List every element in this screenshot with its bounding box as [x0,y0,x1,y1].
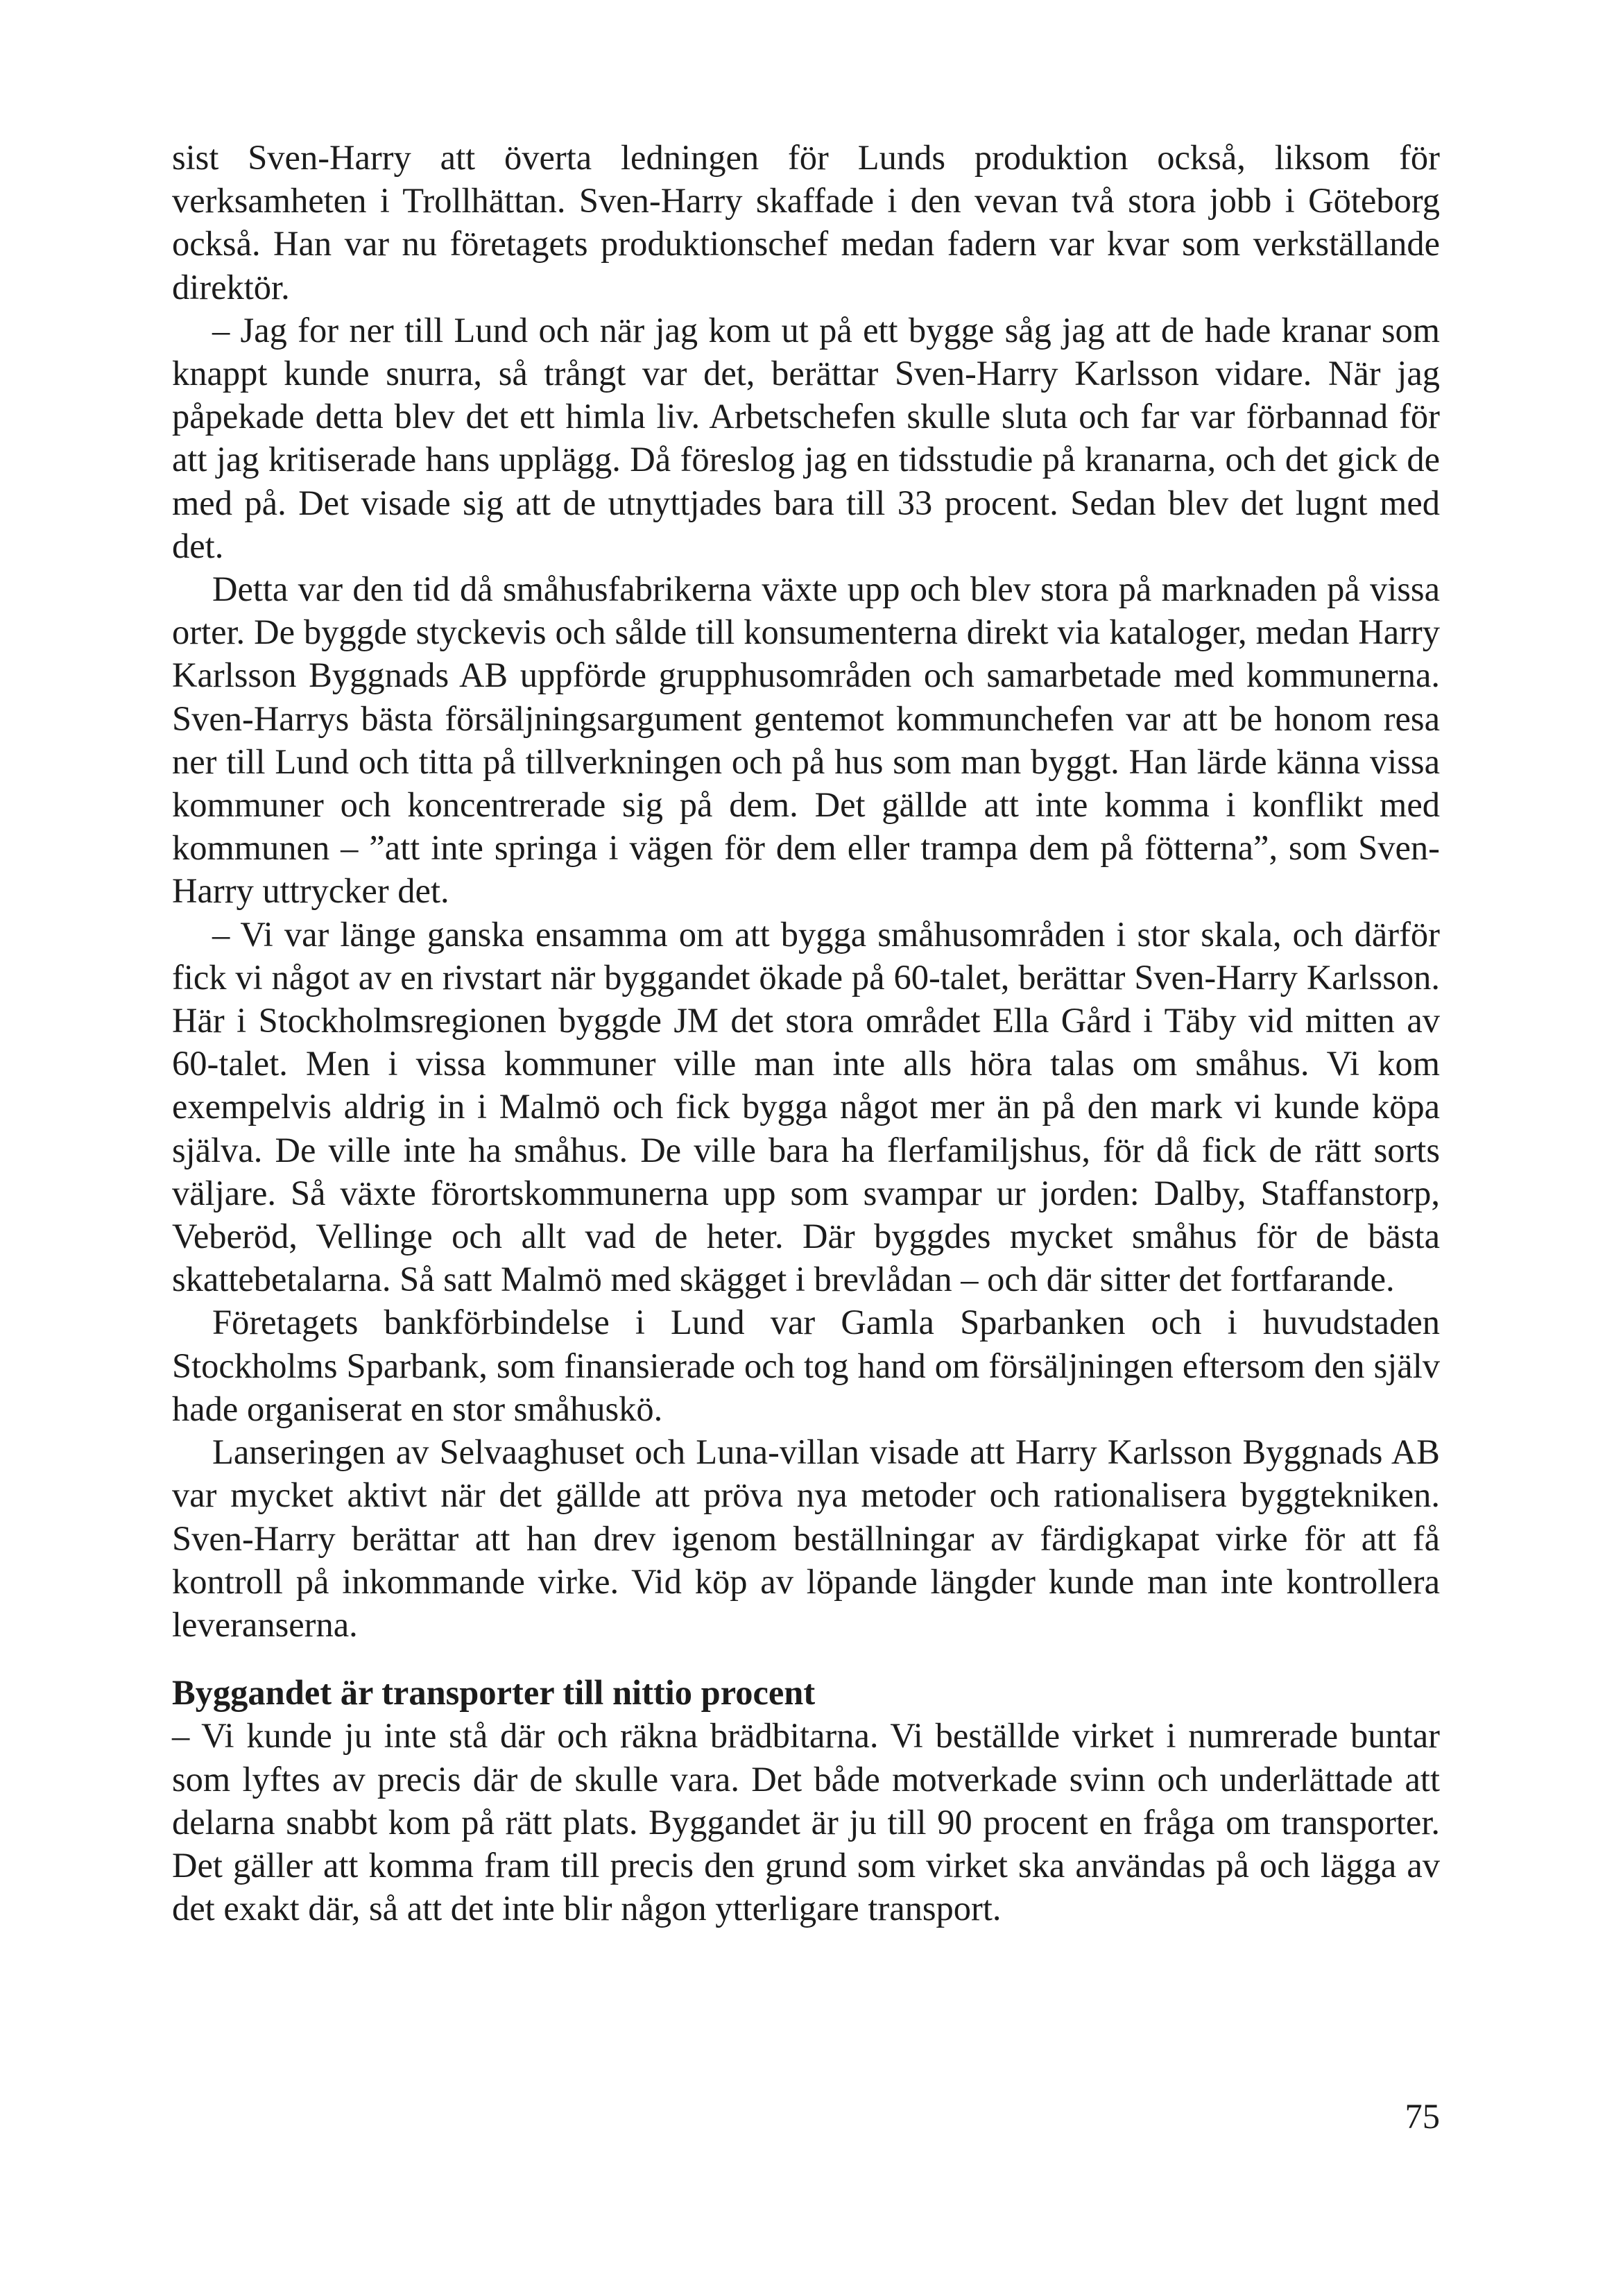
body-text [172,136,1440,1930]
paragraph-1: sist Sven-Harry att överta ledningen för Lunds produktion också, liksom för verksamheten i Trollhättan. Sven-Harry skaffade i den vevan två stora jobb i Göteborg också. Han var nu företagets produktionschef medan fadern var kvar som verkställande direktör. [172,138,1440,307]
paragraph-5: Företagets bankförbindelse i Lund var Gamla Sparbanken och i huvudstaden Stockholms Sparbank, som finansierade och tog hand om försäljningen eftersom den själv hade organiserat en stor småhuskö. [172,1303,1440,1428]
section-heading: Byggandet är transporter till nittio procent [172,1673,816,1713]
paragraph-6: Lanseringen av Selvaaghuset och Luna-villan visade att Harry Karlsson Byggnads AB var mycket aktivt när det gällde att pröva nya metoder och rationalisera byggtekniken. Sven-Harry berättar att han drev igenom beställningar av färdigkapat virke för att få kontroll på inkommande virke. Vid köp av löpande längder kunde man inte kontrollera leveranserna. [172,1432,1440,1644]
page-number: 75 [1405,2097,1440,2136]
paragraph-3: Detta var den tid då småhusfabrikerna växte upp och blev stora på marknaden på vissa orter. De byggde styckevis och sålde till konsumenterna direkt via kataloger, medan Harry Karlsson Byggnads AB uppförde grupphusområden och samarbetade med kommunerna. Sven-Harrys bästa försäljningsargument gentemot kommunchefen var att be honom resa ner till Lund och titta på tillverkningen och på hus som man byggt. Han lärde känna vissa kommuner och koncentrerade sig på dem. Det gällde att inte komma i konflikt med kommunen – ”att inte springa i vägen för dem eller trampa dem på fötterna”, som Sven-Harry uttrycker det. [172,569,1440,911]
section-paragraph: – Vi kunde ju inte stå där och räkna brädbitarna. Vi beställde virket i numrerade buntar som lyftes av precis där de skulle vara. Det både motverkade svinn och underlättade att delarna snabbt kom på rätt plats. Byggandet är ju till 90 procent en fråga om transporter. Det gäller att komma fram till precis den grund som virket ska användas på och lägga av det exakt där, så att det inte blir någon ytterligare transport. [172,1716,1440,1928]
paragraph-2: – Jag for ner till Lund och när jag kom ut på ett bygge såg jag att de hade kranar som knappt kunde snurra, så trångt var det, berättar Sven-Harry Karlsson vidare. När jag påpekade detta blev det ett himla liv. Arbetschefen skulle sluta och far var förbannad för att jag kritiserade hans upplägg. Då föreslog jag en tidsstudie på kranarna, och det gick de med på. Det visade sig att de utnyttjades bara till 33 procent. Sedan blev det lugnt med det. [172,310,1440,565]
paragraph-4: – Vi var länge ganska ensamma om att bygga småhusområden i stor skala, och därför fick vi något av en rivstart när byggandet ökade på 60-talet, berättar Sven-Harry Karlsson. Här i Stockholmsregionen byggde JM det stora området Ella Gård i Täby vid mitten av 60-talet. Men i vissa kommuner ville man inte alls höra talas om småhus. Vi kom exempelvis aldrig in i Malmö och fick bygga något mer än på den mark vi kunde köpa själva. De ville inte ha småhus. De ville bara ha flerfamiljshus, för då fick de rätt sorts väljare. Så växte förortskommunerna upp som svampar ur jorden: Dalby, Staffanstorp, Veberöd, Vellinge och allt vad de heter. Där byggdes mycket småhus för de bästa skattebetalarna. Så satt Malmö med skägget i brevlådan – och där sitter det fortfarande. [172,914,1440,1299]
